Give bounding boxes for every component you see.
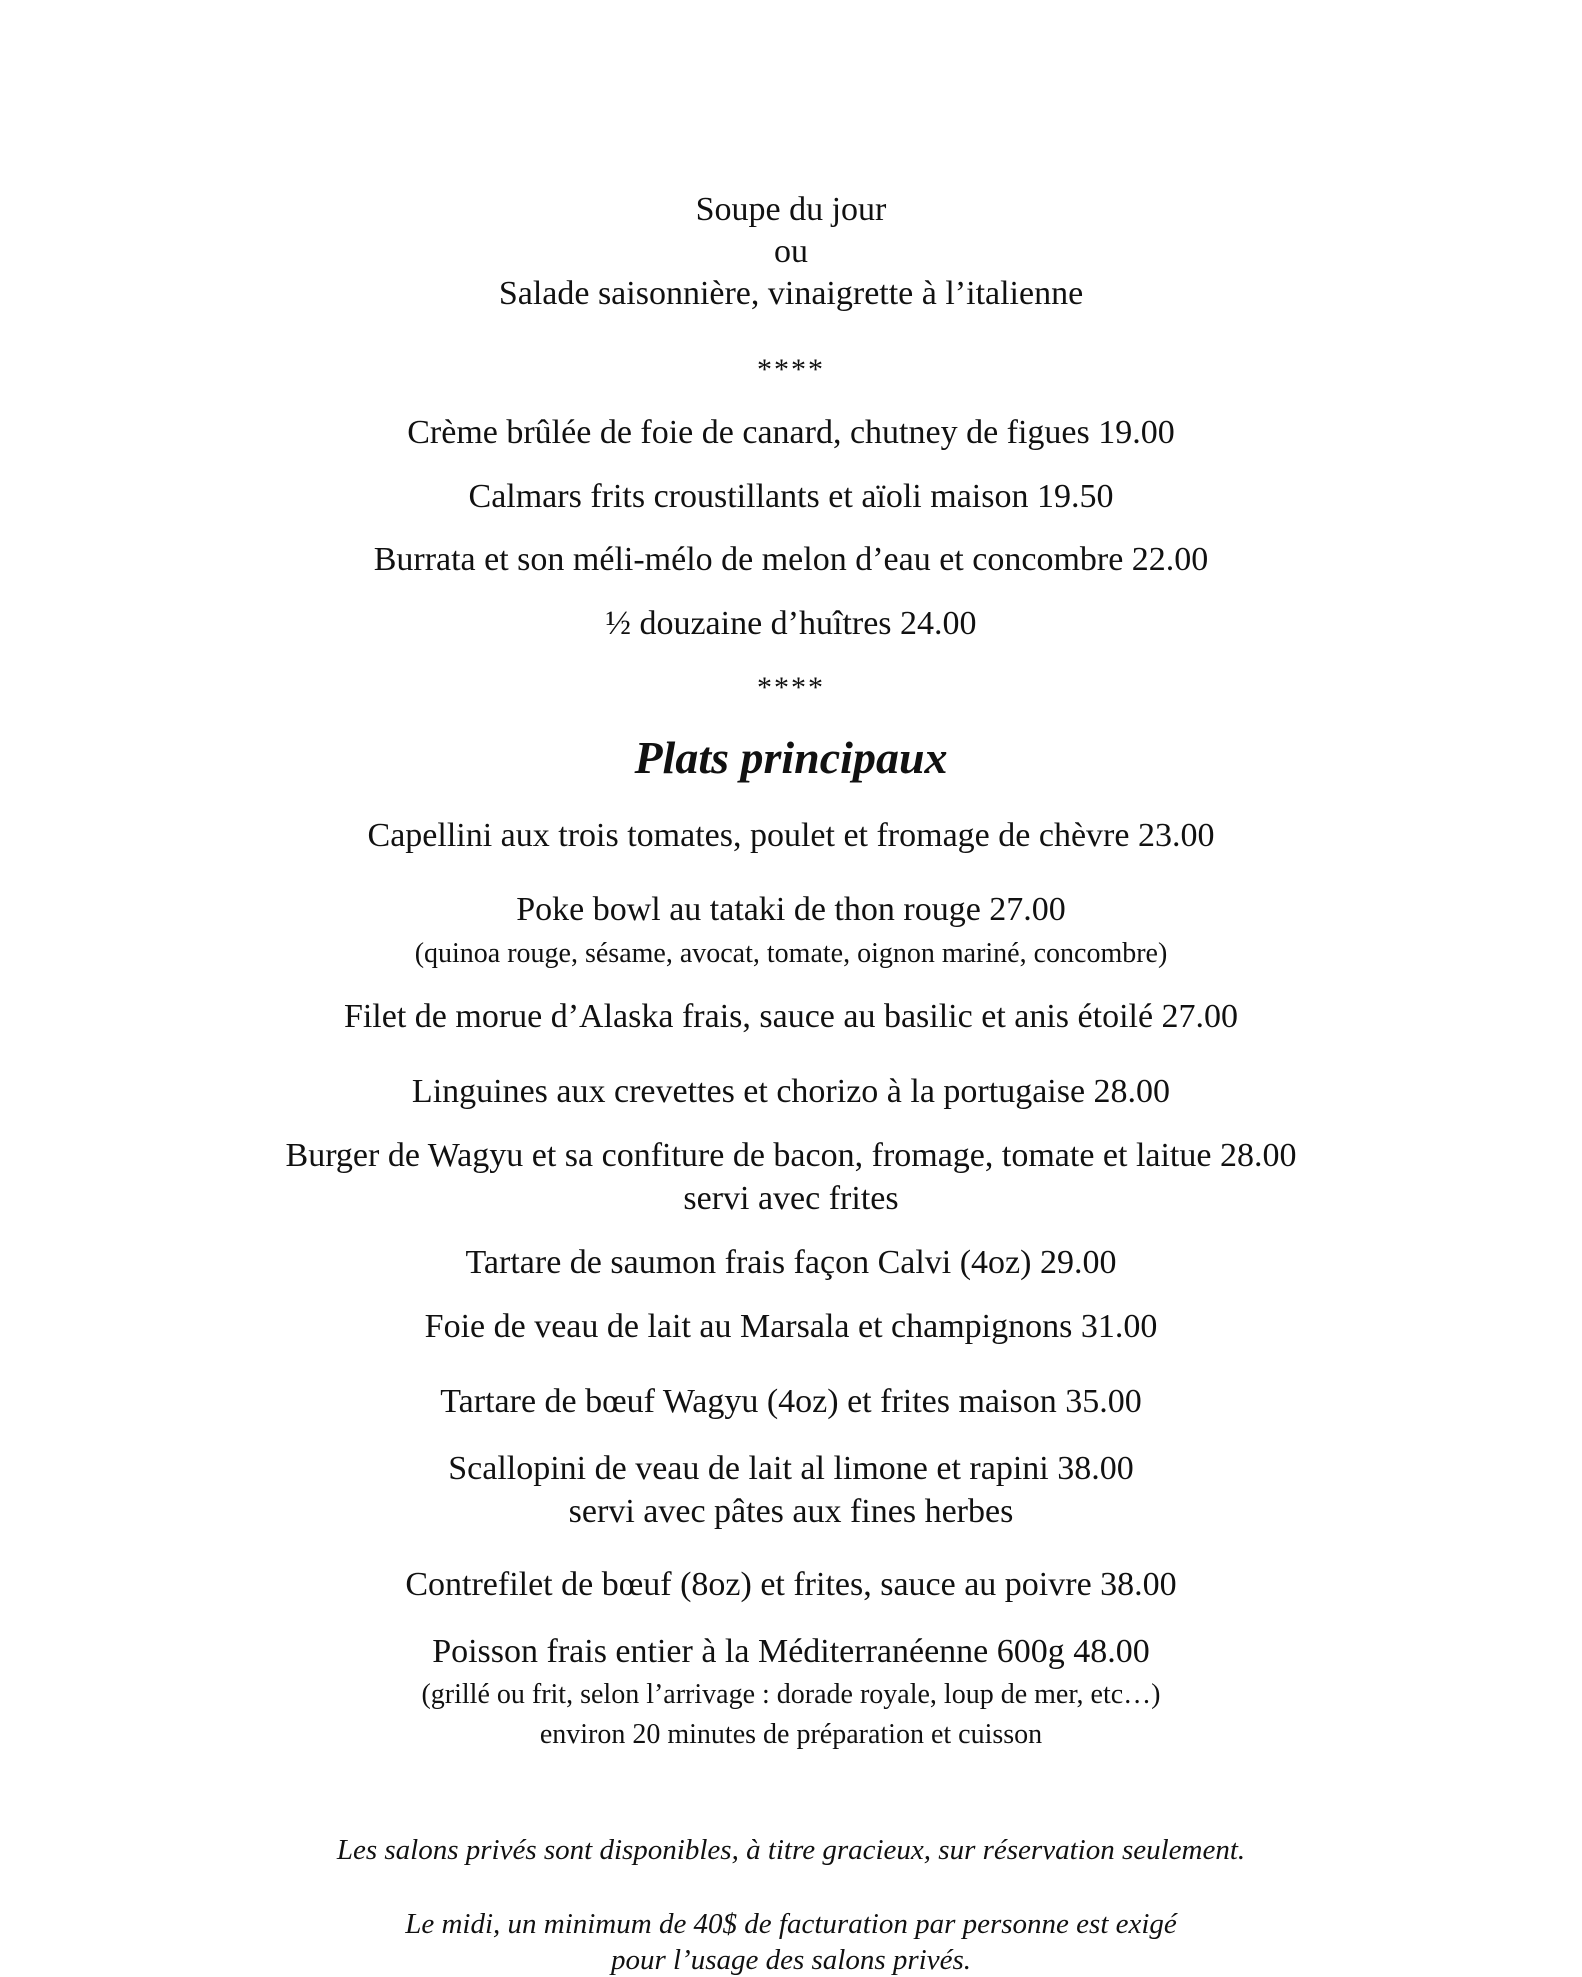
menu-item-veal-scallopini-side: servi avec pâtes aux fines herbes bbox=[568, 1493, 1014, 1530]
menu-item-capellini: Capellini aux trois tomates, poulet et fromage de chèvre 23.00 bbox=[367, 817, 1215, 854]
menu-item-poke-bowl: Poke bowl au tataki de thon rouge 27.00 bbox=[516, 891, 1066, 928]
menu-item-linguine: Linguines aux crevettes et chorizo à la portugaise 28.00 bbox=[411, 1073, 1171, 1110]
section-heading-mains: Plats principaux bbox=[634, 732, 948, 783]
private-rooms-note: Les salons privés sont disponibles, à titre gracieux, sur réservation seulement. bbox=[336, 1834, 1246, 1866]
menu-item-poke-bowl-description: (quinoa rouge, sésame, avocat, tomate, oignon mariné, concombre) bbox=[414, 938, 1168, 969]
menu-item-veal-scallopini: Scallopini de veau de lait al limone et rapini 38.00 bbox=[448, 1450, 1134, 1487]
menu-item-wagyu-burger: Burger de Wagyu et sa confiture de bacon, fromage, tomate et laitue 28.00 bbox=[285, 1137, 1297, 1174]
menu-item-alaska-cod: Filet de morue d’Alaska frais, sauce au basilic et anis étoilé 27.00 bbox=[343, 998, 1239, 1035]
seasonal-salad: Salade saisonnière, vinaigrette à l’italienne bbox=[498, 275, 1084, 312]
menu-item-beef-tartare: Tartare de bœuf Wagyu (4oz) et frites maison 35.00 bbox=[440, 1383, 1142, 1420]
menu-item-burrata: Burrata et son méli-mélo de melon d’eau et concombre 22.00 bbox=[373, 541, 1209, 578]
menu-item-whole-fish: Poisson frais entier à la Méditerranéenne 600g 48.00 bbox=[432, 1633, 1150, 1670]
menu-item-veal-liver: Foie de veau de lait au Marsala et champignons 31.00 bbox=[424, 1308, 1158, 1345]
lunch-minimum-note-line2: pour l’usage des salons privés. bbox=[610, 1944, 972, 1976]
menu-item-oysters: ½ douzaine d’huîtres 24.00 bbox=[605, 605, 977, 642]
menu-item-salmon-tartare: Tartare de saumon frais façon Calvi (4oz) 29.00 bbox=[465, 1244, 1117, 1281]
separator-stars-2: **** bbox=[757, 671, 825, 704]
or-conjunction: ou bbox=[774, 233, 808, 270]
separator-stars-1: **** bbox=[757, 353, 825, 386]
soup-of-the-day: Soupe du jour bbox=[695, 191, 887, 228]
menu-item-whole-fish-prep-time: environ 20 minutes de préparation et cuisson bbox=[539, 1719, 1043, 1750]
menu-item-duck-creme-brulee: Crème brûlée de foie de canard, chutney de figues 19.00 bbox=[407, 414, 1175, 451]
menu-item-fried-calamari: Calmars frits croustillants et aïoli maison 19.50 bbox=[468, 478, 1114, 515]
menu-item-whole-fish-description: (grillé ou frit, selon l’arrivage : dorade royale, loup de mer, etc…) bbox=[421, 1679, 1161, 1710]
lunch-minimum-note-line1: Le midi, un minimum de 40$ de facturation par personne est exigé bbox=[405, 1908, 1177, 1940]
menu-item-sirloin: Contrefilet de bœuf (8oz) et frites, sauce au poivre 38.00 bbox=[405, 1566, 1177, 1603]
menu-item-wagyu-burger-side: servi avec frites bbox=[683, 1180, 899, 1217]
